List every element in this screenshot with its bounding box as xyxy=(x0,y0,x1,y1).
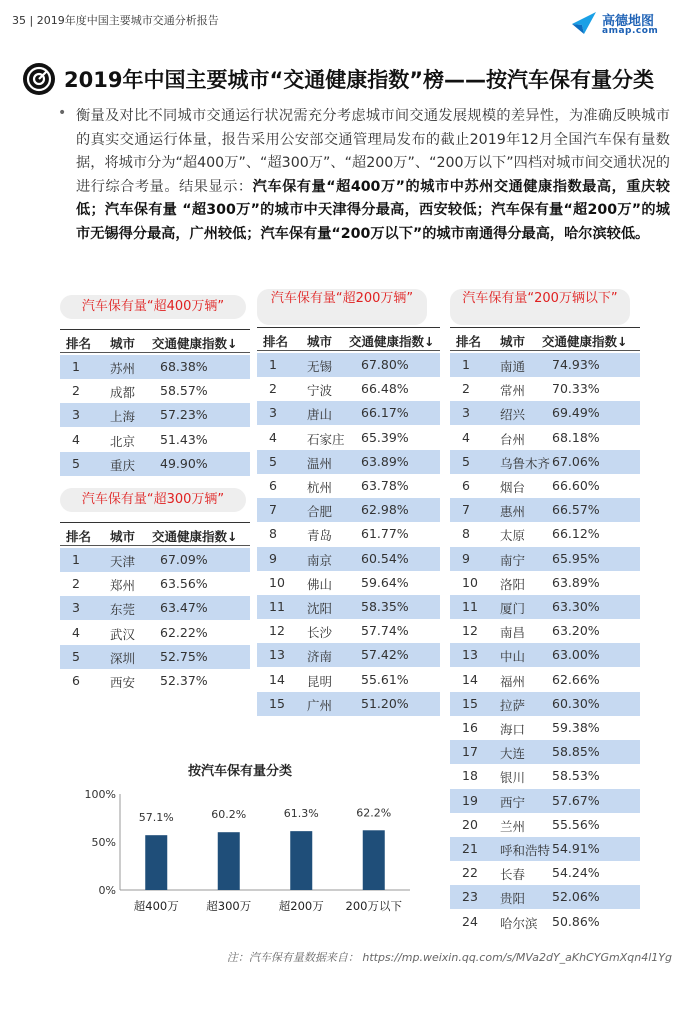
rank-cell: 11 xyxy=(269,599,285,614)
table-title: 汽车保有量“超200万辆” xyxy=(257,289,427,325)
city-cell: 常州 xyxy=(500,383,526,399)
city-cell: 绍兴 xyxy=(500,407,526,423)
rank-cell: 22 xyxy=(462,865,478,881)
table-row xyxy=(450,595,640,619)
rank-cell: 1 xyxy=(462,357,470,372)
rank-cell: 14 xyxy=(269,671,285,687)
table-row xyxy=(450,885,640,909)
city-cell: 无锡 xyxy=(307,359,333,374)
bar xyxy=(218,832,240,890)
amap-logo-icon xyxy=(570,10,598,36)
score-cell: 51.43% xyxy=(160,431,208,447)
table-row xyxy=(450,547,640,571)
rank-cell: 6 xyxy=(72,673,80,688)
city-cell: 郑州 xyxy=(110,578,136,594)
score-cell: 63.78% xyxy=(361,478,409,493)
city-cell: 深圳 xyxy=(110,650,136,666)
city-cell: 南昌 xyxy=(500,625,526,641)
table-row xyxy=(450,353,640,377)
city-cell: 天津 xyxy=(110,554,136,569)
score-cell: 63.00% xyxy=(552,647,600,663)
score-cell: 49.90% xyxy=(160,455,208,471)
city-cell: 温州 xyxy=(307,455,333,471)
bar-data-label: 60.2% xyxy=(211,808,247,822)
score-cell: 65.95% xyxy=(552,550,600,566)
city-cell: 成都 xyxy=(110,385,136,401)
rank-cell: 3 xyxy=(462,405,470,421)
table-row xyxy=(60,403,250,427)
score-cell: 60.54% xyxy=(361,550,409,566)
table-row xyxy=(257,571,440,595)
bar-chart xyxy=(60,760,420,930)
table-row xyxy=(257,498,440,522)
score-cell: 68.18% xyxy=(552,429,600,445)
rank-cell: 5 xyxy=(72,455,80,471)
city-cell: 太原 xyxy=(500,528,526,544)
table-row xyxy=(60,355,250,379)
logo-en-text: amap.com xyxy=(602,26,659,36)
table-row xyxy=(60,621,250,645)
table-row xyxy=(257,401,440,425)
rank-cell: 2 xyxy=(462,381,470,397)
score-cell: 57.67% xyxy=(552,792,600,808)
chart-svg xyxy=(60,780,420,940)
table-row xyxy=(450,764,640,788)
table-row xyxy=(257,474,440,498)
score-cell: 68.38% xyxy=(160,359,208,374)
city-cell: 南通 xyxy=(500,359,526,374)
table-row xyxy=(450,789,640,813)
table-row xyxy=(257,547,440,571)
score-cell: 65.39% xyxy=(361,429,409,445)
x-tick-label: 200万以下 xyxy=(345,899,402,913)
table-row xyxy=(450,813,640,837)
table-row xyxy=(60,669,250,693)
rank-cell: 2 xyxy=(72,576,80,592)
city-cell: 长春 xyxy=(500,867,526,883)
table-row xyxy=(257,595,440,619)
rank-cell: 20 xyxy=(462,816,478,832)
score-cell: 57.74% xyxy=(361,623,409,639)
column-header-rank: 排名 xyxy=(263,334,289,349)
table-row xyxy=(257,619,440,643)
rank-cell: 12 xyxy=(269,623,285,639)
city-cell: 沈阳 xyxy=(307,601,333,616)
score-cell: 66.60% xyxy=(552,478,600,493)
rank-cell: 5 xyxy=(462,453,470,469)
target-icon xyxy=(22,62,56,96)
y-tick-label: 0% xyxy=(98,884,116,897)
score-cell: 69.49% xyxy=(552,405,600,421)
rank-cell: 17 xyxy=(462,744,478,760)
bar-data-label: 61.3% xyxy=(283,807,319,821)
score-cell: 59.64% xyxy=(361,574,409,590)
table-row xyxy=(450,426,640,450)
score-cell: 58.57% xyxy=(160,383,208,399)
score-cell: 62.98% xyxy=(361,502,409,518)
chart-title: 按汽车保有量分类 xyxy=(187,764,292,779)
rank-cell: 3 xyxy=(72,600,80,616)
table-row xyxy=(450,522,640,546)
table-over-300w xyxy=(60,488,250,728)
table-row xyxy=(450,571,640,595)
table-title: 汽车保有量“超300万辆” xyxy=(60,488,246,512)
table-row xyxy=(450,498,640,522)
city-cell: 兰州 xyxy=(500,818,526,834)
page-header-text xyxy=(12,12,219,28)
table-row xyxy=(450,692,640,716)
bar-data-label: 57.1% xyxy=(138,811,174,825)
rank-cell: 4 xyxy=(269,429,277,445)
table-header xyxy=(257,327,440,351)
table-row xyxy=(60,645,250,669)
city-cell: 青岛 xyxy=(307,528,333,544)
table-row xyxy=(60,428,250,452)
amap-logo xyxy=(570,8,670,40)
intro-conclusion: 汽车保有量“超400万”的城市中苏州交通健康指数最高，重庆较低；汽车保有量 “超300万”的城市中天津得分最高，西安较低；汽车保有量“超200万”的城市无锡得分最高，广州较低；汽车保有量“200万以下”的城市南通得分最高，哈尔滨较低。 xyxy=(76,178,670,242)
rank-cell: 16 xyxy=(462,720,478,735)
city-cell: 台州 xyxy=(500,431,526,447)
column-header-city: 城市 xyxy=(500,334,526,349)
table-row xyxy=(450,377,640,401)
rank-cell: 19 xyxy=(462,792,478,808)
table-row xyxy=(450,668,640,692)
table-row xyxy=(450,474,640,498)
column-header-city: 城市 xyxy=(110,529,136,544)
score-cell: 70.33% xyxy=(552,381,600,397)
city-cell: 昆明 xyxy=(307,673,333,689)
table-row xyxy=(450,861,640,885)
table-row xyxy=(60,548,250,572)
city-cell: 福州 xyxy=(500,673,526,689)
city-cell: 武汉 xyxy=(110,626,136,642)
city-cell: 烟台 xyxy=(500,480,526,495)
rank-cell: 24 xyxy=(462,913,478,929)
rank-cell: 3 xyxy=(72,407,80,423)
city-cell: 南京 xyxy=(307,552,333,568)
score-cell: 59.38% xyxy=(552,720,600,735)
city-cell: 唐山 xyxy=(307,407,333,423)
rank-cell: 7 xyxy=(269,502,277,518)
score-cell: 52.37% xyxy=(160,673,208,688)
bar xyxy=(290,831,312,890)
rank-cell: 18 xyxy=(462,768,478,784)
score-cell: 66.48% xyxy=(361,381,409,397)
city-cell: 大连 xyxy=(500,746,526,762)
city-cell: 哈尔滨 xyxy=(500,915,538,931)
rank-cell: 4 xyxy=(72,431,80,447)
document-title: 2019年度中国主要城市交通分析报告 xyxy=(36,14,219,27)
rank-cell: 21 xyxy=(462,841,478,856)
bar xyxy=(363,830,385,890)
table-row xyxy=(257,643,440,667)
score-cell: 51.20% xyxy=(361,695,409,711)
column-header-score: 交通健康指数↓ xyxy=(152,336,238,351)
score-cell: 67.09% xyxy=(160,552,208,567)
rank-cell: 1 xyxy=(72,552,80,567)
score-cell: 74.93% xyxy=(552,357,600,372)
city-cell: 重庆 xyxy=(110,457,136,473)
rank-cell: 12 xyxy=(462,623,478,639)
score-cell: 58.85% xyxy=(552,744,600,760)
city-cell: 中山 xyxy=(500,649,526,665)
x-tick-label: 超200万 xyxy=(278,899,324,913)
y-tick-label: 100% xyxy=(84,788,116,801)
table-row xyxy=(450,643,640,667)
table-row xyxy=(450,837,640,861)
table-header xyxy=(60,522,250,546)
score-cell: 62.66% xyxy=(552,671,600,687)
table-row xyxy=(450,401,640,425)
x-tick-label: 超300万 xyxy=(206,899,252,913)
x-tick-label: 超400万 xyxy=(133,899,179,913)
table-under-200w xyxy=(450,289,640,931)
city-cell: 海口 xyxy=(500,722,526,737)
page-title: 2019年中国主要城市“交通健康指数”榜——按汽车保有量分类 xyxy=(64,68,655,92)
rank-cell: 1 xyxy=(72,359,80,374)
rank-cell: 3 xyxy=(269,405,277,421)
column-header-score: 交通健康指数↓ xyxy=(349,334,435,349)
city-cell: 石家庄 xyxy=(307,431,345,447)
score-cell: 66.57% xyxy=(552,502,600,518)
rank-cell: 6 xyxy=(462,478,470,493)
rank-cell: 4 xyxy=(72,624,80,640)
rank-cell: 23 xyxy=(462,889,478,905)
score-cell: 54.24% xyxy=(552,865,600,881)
bullet-point: • xyxy=(58,105,67,121)
score-cell: 55.61% xyxy=(361,671,409,687)
section-title-row xyxy=(22,60,682,100)
city-cell: 西安 xyxy=(110,675,136,690)
rank-cell: 8 xyxy=(269,526,277,542)
rank-cell: 7 xyxy=(462,502,470,518)
city-cell: 东莞 xyxy=(110,602,136,618)
rank-cell: 6 xyxy=(269,478,277,493)
rank-cell: 5 xyxy=(269,453,277,469)
score-cell: 63.89% xyxy=(361,453,409,469)
score-cell: 50.86% xyxy=(552,913,600,929)
score-cell: 52.06% xyxy=(552,889,600,905)
table-row xyxy=(257,522,440,546)
score-cell: 60.30% xyxy=(552,695,600,711)
city-cell: 北京 xyxy=(110,433,136,449)
table-row xyxy=(60,452,250,476)
rank-cell: 13 xyxy=(462,647,478,663)
table-row xyxy=(60,379,250,403)
score-cell: 63.89% xyxy=(552,574,600,590)
table-header xyxy=(60,329,250,353)
column-header-rank: 排名 xyxy=(66,529,92,544)
city-cell: 银川 xyxy=(500,770,526,786)
column-header-rank: 排名 xyxy=(66,336,92,351)
score-cell: 63.30% xyxy=(552,599,600,614)
column-header-city: 城市 xyxy=(110,336,136,351)
rank-cell: 13 xyxy=(269,647,285,663)
score-cell: 58.35% xyxy=(361,599,409,614)
table-row xyxy=(450,619,640,643)
city-cell: 上海 xyxy=(110,409,136,425)
table-row xyxy=(257,377,440,401)
score-cell: 62.22% xyxy=(160,624,208,640)
city-cell: 西宁 xyxy=(500,794,526,810)
table-row xyxy=(257,426,440,450)
rank-cell: 11 xyxy=(462,599,478,614)
score-cell: 63.47% xyxy=(160,600,208,616)
table-row xyxy=(257,353,440,377)
bar xyxy=(145,835,167,890)
score-cell: 58.53% xyxy=(552,768,600,784)
column-header-city: 城市 xyxy=(307,334,333,349)
city-cell: 惠州 xyxy=(500,504,526,520)
city-cell: 拉萨 xyxy=(500,697,526,713)
city-cell: 苏州 xyxy=(110,361,136,376)
city-cell: 广州 xyxy=(307,697,333,713)
rank-cell: 2 xyxy=(269,381,277,397)
rank-cell: 4 xyxy=(462,429,470,445)
score-cell: 67.06% xyxy=(552,453,600,469)
city-cell: 宁波 xyxy=(307,383,333,399)
city-cell: 合肥 xyxy=(307,504,333,520)
column-header-score: 交通健康指数↓ xyxy=(542,334,628,349)
city-cell: 杭州 xyxy=(307,480,333,495)
table-row xyxy=(450,910,640,934)
rank-cell: 2 xyxy=(72,383,80,399)
city-cell: 乌鲁木齐 xyxy=(500,455,551,471)
city-cell: 南宁 xyxy=(500,552,526,568)
score-cell: 66.12% xyxy=(552,526,600,542)
rank-cell: 5 xyxy=(72,648,80,664)
table-over-200w xyxy=(257,289,440,729)
header-divider: | xyxy=(29,14,37,27)
table-row xyxy=(60,596,250,620)
table-title: 汽车保有量“200万辆以下” xyxy=(450,289,630,325)
score-cell: 55.56% xyxy=(552,816,600,832)
score-cell: 57.42% xyxy=(361,647,409,663)
score-cell: 66.17% xyxy=(361,405,409,421)
page-header xyxy=(0,0,700,44)
rank-cell: 10 xyxy=(269,574,285,590)
table-row xyxy=(257,668,440,692)
table-row xyxy=(60,572,250,596)
page-number: 35 xyxy=(12,14,26,27)
table-header xyxy=(450,327,640,351)
city-cell: 呼和浩特 xyxy=(500,843,551,858)
rank-cell: 10 xyxy=(462,574,478,590)
score-cell: 63.20% xyxy=(552,623,600,639)
intro-text: 衡量及对比不同城市交通运行状况需充分考虑城市间交通发展规模的差异性，为准确反映城市的真实交通运行体量，报告采用公安部交通管理局发布的截止2019年12月全国汽车保有量数据，将城市分为“超400万”、“超300万”、“超200万”、“200万以下”四档对城市间交通状况的进行综合考量。结果显示： xyxy=(76,108,670,195)
city-cell: 佛山 xyxy=(307,576,333,592)
column-header-score: 交通健康指数↓ xyxy=(152,529,238,544)
rank-cell: 14 xyxy=(462,671,478,687)
score-cell: 54.91% xyxy=(552,841,600,856)
score-cell: 63.56% xyxy=(160,576,208,592)
rank-cell: 15 xyxy=(269,695,285,711)
logo-cn-text: 高德地图 xyxy=(602,14,655,29)
city-cell: 贵阳 xyxy=(500,891,526,907)
rank-cell: 9 xyxy=(269,550,277,566)
table-row xyxy=(450,450,640,474)
table-over-400w xyxy=(60,295,250,475)
score-cell: 52.75% xyxy=(160,648,208,664)
city-cell: 厦门 xyxy=(500,601,526,616)
rank-cell: 15 xyxy=(462,695,478,711)
source-footnote: 注：汽车保有量数据来自： https://mp.weixin.qq.com/s/MVa2dY_aKhCYGmXqn4l1Yg xyxy=(226,951,672,964)
city-cell: 长沙 xyxy=(307,625,333,641)
table-row xyxy=(450,740,640,764)
score-cell: 61.77% xyxy=(361,526,409,542)
score-cell: 67.80% xyxy=(361,357,409,372)
city-cell: 洛阳 xyxy=(500,576,526,592)
city-cell: 济南 xyxy=(307,649,333,665)
rank-cell: 8 xyxy=(462,526,470,542)
table-row xyxy=(257,692,440,716)
bar-data-label: 62.2% xyxy=(356,806,392,820)
table-row xyxy=(450,716,640,740)
intro-paragraph xyxy=(76,105,670,246)
rank-cell: 9 xyxy=(462,550,470,566)
table-row xyxy=(257,450,440,474)
rank-cell: 1 xyxy=(269,357,277,372)
column-header-rank: 排名 xyxy=(456,334,482,349)
score-cell: 57.23% xyxy=(160,407,208,423)
y-tick-label: 50% xyxy=(91,836,116,849)
table-title: 汽车保有量“超400万辆” xyxy=(60,295,246,319)
